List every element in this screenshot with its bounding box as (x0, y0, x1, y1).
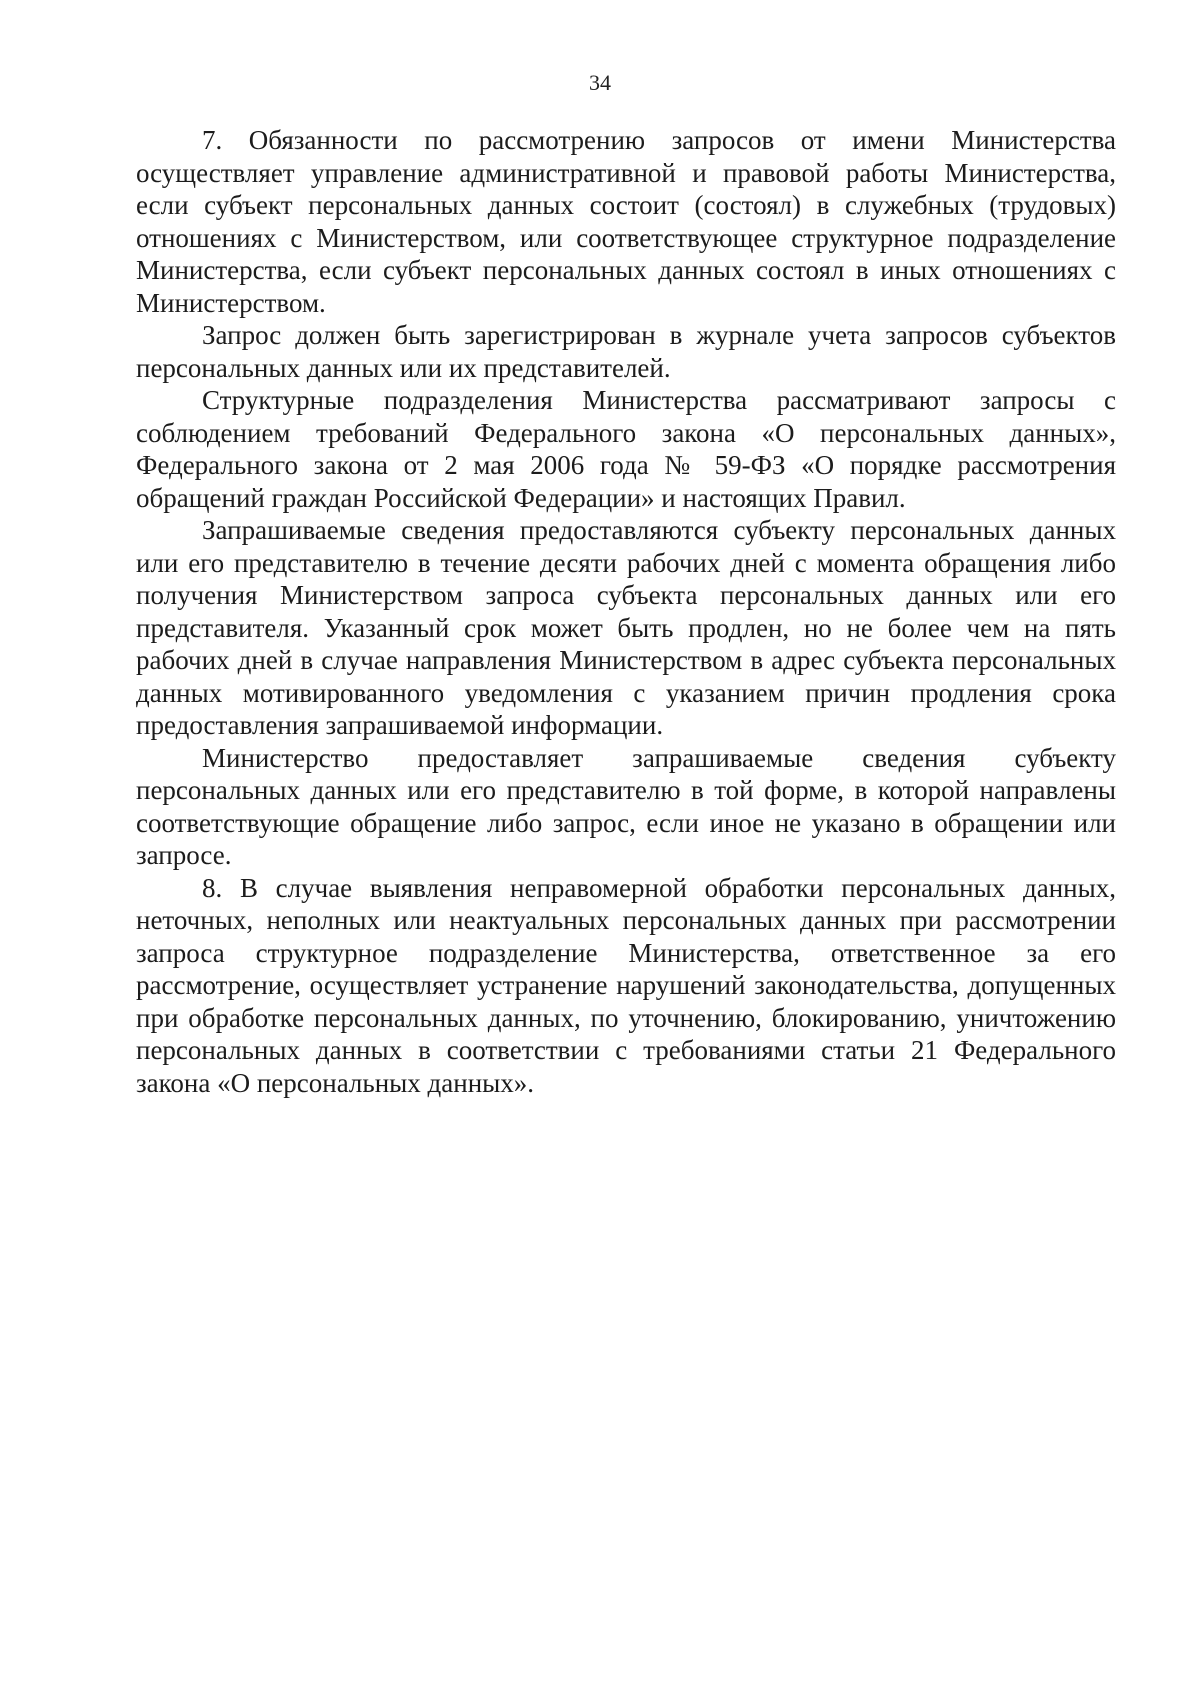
paragraph-item-7: 7. Обязанности по рассмотрению запросов от имени Министерства осуществляет управление административной и правовой работы Министерства, если субъект персональных данных состоит (состоял) в служебных (трудовых) отношениях с Министерством, или соответствующее структурное подразделение Министерства, если субъект персональных данных состоял в иных отношениях с Министерством. (136, 125, 1116, 318)
paragraph-request-registration: Запрос должен быть зарегистрирован в журнале учета запросов субъектов персональных данных или их представителей. (136, 320, 1116, 383)
paragraph-response-deadline: Запрашиваемые сведения предоставляются субъекту персональных данных или его представителю в течение десяти рабочих дней с момента обращения либо получения Министерством запроса субъекта персональных данных или его представителя. Указанный срок может быть продлен, но не более чем на пять рабочих дней в случае направления Министерством в адрес субъекта персональных данных мотивированного уведомления с указанием причин продления срока предоставления запрашиваемой информации. (136, 515, 1116, 740)
document-body (136, 124, 1116, 1099)
paragraph-response-form: Министерство предоставляет запрашиваемые сведения субъекту персональных данных или его представителю в той форме, в которой направлены соответствующие обращение либо запрос, если иное не указано в обращении или запросе. (136, 742, 1116, 870)
paragraph-request-review: Структурные подразделения Министерства рассматривают запросы с соблюдением требований Федерального закона «О персональных данных», Федерального закона от 2 мая 2006 года № 59-ФЗ «О порядке рассмотрения обращений граждан Российской Федерации» и настоящих Правил. (136, 385, 1116, 513)
paragraph-item-8: 8. В случае выявления неправомерной обработки персональных данных, неточных, неполных или неактуальных персональных данных при рассмотрении запроса структурное подразделение Министерства, ответственное за его рассмотрение, осуществляет устранение нарушений законодательства, допущенных при обработке персональных данных, по уточнению, блокированию, уничтожению персональных данных в соответствии с требованиями статьи 21 Федерального закона «О персональных данных». (136, 872, 1116, 1098)
page-number: 34 (589, 70, 611, 95)
